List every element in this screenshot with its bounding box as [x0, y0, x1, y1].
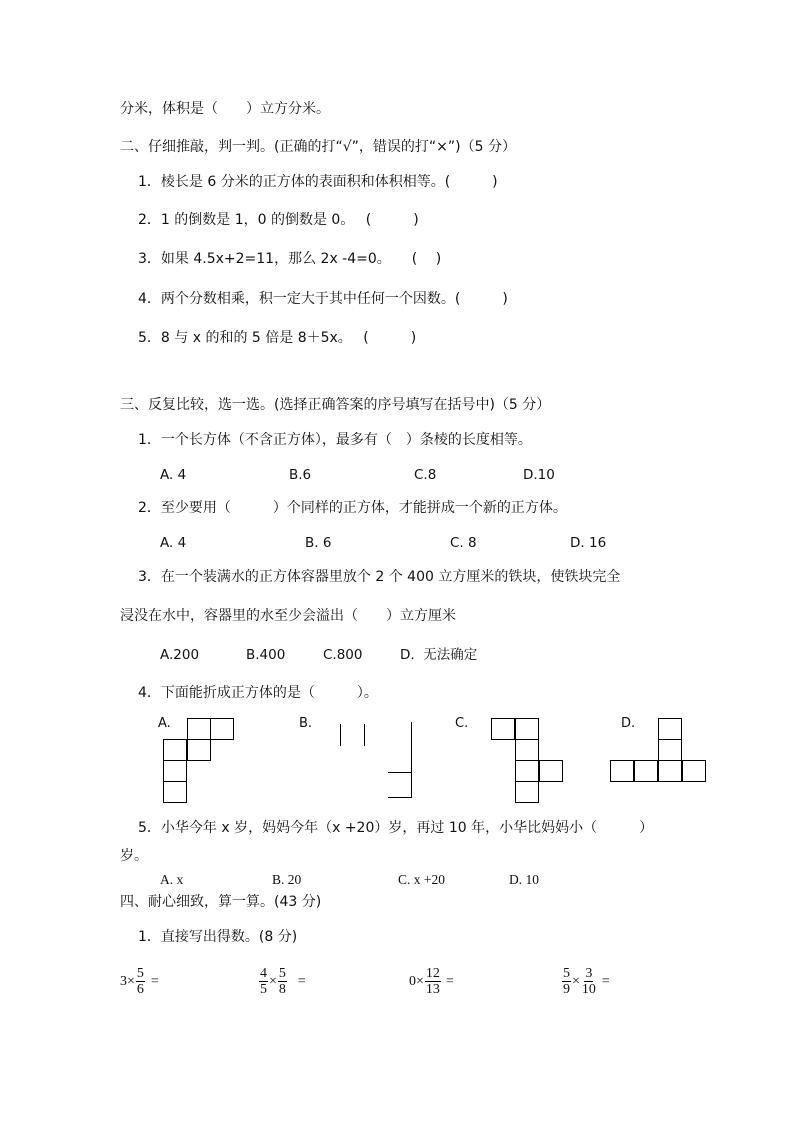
net-b-line [411, 722, 412, 798]
net-c-square [515, 739, 539, 761]
net-d-square [658, 718, 682, 740]
net-a-square [163, 739, 187, 761]
denominator: 6 [136, 982, 144, 997]
denominator: 8 [278, 982, 286, 997]
numerator: 5 [278, 966, 286, 981]
net-b-label: B. [299, 716, 313, 731]
sec3-q5-option-d: D. 10 [509, 872, 539, 887]
net-a-square [163, 781, 187, 803]
fraction-expression [120, 966, 159, 997]
sec2-q3: 3．如果 4.5x+2=11，那么 2x -4=0。 ( ) [138, 251, 442, 267]
net-a-square [187, 739, 211, 761]
fraction-expression [409, 966, 454, 997]
sec3-q5-option-c: C. x +20 [398, 872, 445, 887]
sec3-q5-option-a: A. x [160, 872, 184, 887]
net-b-line [340, 724, 341, 746]
sec3-q2-option-d: D. 16 [570, 535, 607, 551]
sec3-q3-option-a: A.200 [160, 647, 200, 663]
sec3-q1-option-c: C.8 [414, 467, 437, 483]
net-d-square [634, 760, 658, 782]
sec2-q4: 4．两个分数相乘，积一定大于其中任何一个因数。( ) [138, 291, 508, 307]
net-c-square [515, 718, 539, 740]
net-b-line [388, 797, 412, 798]
equals-sign: = [445, 973, 454, 989]
times-sign: × [269, 973, 277, 989]
net-a-label: A. [158, 716, 171, 731]
net-b-line [388, 772, 412, 773]
sec3-q1-option-b: B.6 [289, 467, 312, 483]
sec3-q3-option-c: C.800 [323, 647, 363, 663]
net-a-square [210, 718, 234, 740]
expr-prefix: 3× [120, 973, 135, 989]
net-a-square [163, 760, 187, 782]
sec4-q1: 1．直接写出得数。(8 分) [138, 929, 298, 945]
fraction [259, 966, 268, 997]
denominator: 5 [260, 982, 267, 997]
sec2-q1: 1．棱长是 6 分米的正方体的表面积和体积相等。( ) [138, 174, 498, 190]
sec3-q2-option-c: C. 8 [450, 535, 477, 551]
equals-sign: = [150, 973, 159, 989]
equals-sign: = [297, 973, 306, 989]
denominator: 10 [581, 982, 596, 997]
equals-sign: = [601, 973, 610, 989]
sec3-q3-line1: 3．在一个装满水的正方体容器里放个 2 个 400 立方厘米的铁块，使铁块完全 [138, 569, 621, 585]
sec3-q2: 2．至少要用（ ）个同样的正方体，才能拼成一个新的正方体。 [138, 500, 567, 516]
net-c-square [539, 760, 563, 782]
sec3-q5-option-b: B. 20 [272, 872, 302, 887]
fraction-expression [561, 966, 610, 997]
sec3-q4: 4．下面能折成正方体的是（ ）。 [138, 685, 378, 701]
sec3-q3-line2: 浸没在水中，容器里的水至少会溢出（ ）立方厘米 [120, 608, 456, 624]
times-sign: × [572, 973, 580, 989]
numerator: 3 [585, 966, 593, 981]
net-b-line [364, 724, 365, 746]
sec3-q3-option-b: B.400 [246, 647, 286, 663]
numerator: 4 [260, 966, 267, 981]
net-c-square [491, 718, 515, 740]
section3-header: 三、反复比较，选一选。(选择正确答案的序号填写在括号中)（5 分） [120, 397, 551, 413]
sec3-q1: 1．一个长方体（不含正方体），最多有（ ）条棱的长度相等。 [138, 432, 532, 448]
fraction [425, 966, 441, 997]
fraction-expression [258, 966, 306, 997]
fraction [278, 966, 287, 997]
sec3-q5-line1: 5．小华今年 x 岁，妈妈今年（x +20）岁，再过 10 年，小华比妈妈小（ ） [138, 820, 654, 836]
net-c-square [515, 781, 539, 803]
sec2-q2: 2．1 的倒数是 1，0 的倒数是 0。 ( ) [138, 212, 419, 228]
sec3-q1-option-a: A. 4 [160, 467, 187, 483]
sec2-q5: 5．8 与 x 的和的 5 倍是 8＋5x。 ( ) [138, 330, 417, 346]
net-d-square [658, 739, 682, 761]
sec3-q1-option-d: D.10 [523, 467, 555, 483]
section4-header: 四、耐心细致，算一算。(43 分) [120, 894, 322, 910]
sec3-q3-option-d: D. 无法确定 [400, 647, 478, 663]
sec3-q2-option-b: B. 6 [305, 535, 332, 551]
fraction [136, 966, 145, 997]
numerator: 5 [136, 966, 144, 981]
net-a-square [187, 718, 211, 740]
sec3-q2-option-a: A. 4 [160, 535, 187, 551]
net-c-label: C. [455, 716, 469, 731]
numerator: 12 [425, 966, 440, 981]
expr-prefix: 0× [409, 973, 424, 989]
section1-tail-text: 分米，体积是（ ）立方分米。 [120, 101, 330, 117]
net-d-square [610, 760, 634, 782]
net-c-square [515, 760, 539, 782]
net-d-label: D. [621, 716, 636, 731]
denominator: 13 [425, 982, 440, 997]
numerator: 5 [563, 966, 570, 981]
net-d-square [682, 760, 706, 782]
fraction [581, 966, 597, 997]
fraction [562, 966, 571, 997]
sec3-q5-line2: 岁。 [120, 848, 148, 864]
net-d-square [658, 760, 682, 782]
section2-header: 二、仔细推敲，判一判。(正确的打“√”，错误的打“×”)（5 分） [120, 139, 516, 155]
denominator: 9 [563, 982, 570, 997]
